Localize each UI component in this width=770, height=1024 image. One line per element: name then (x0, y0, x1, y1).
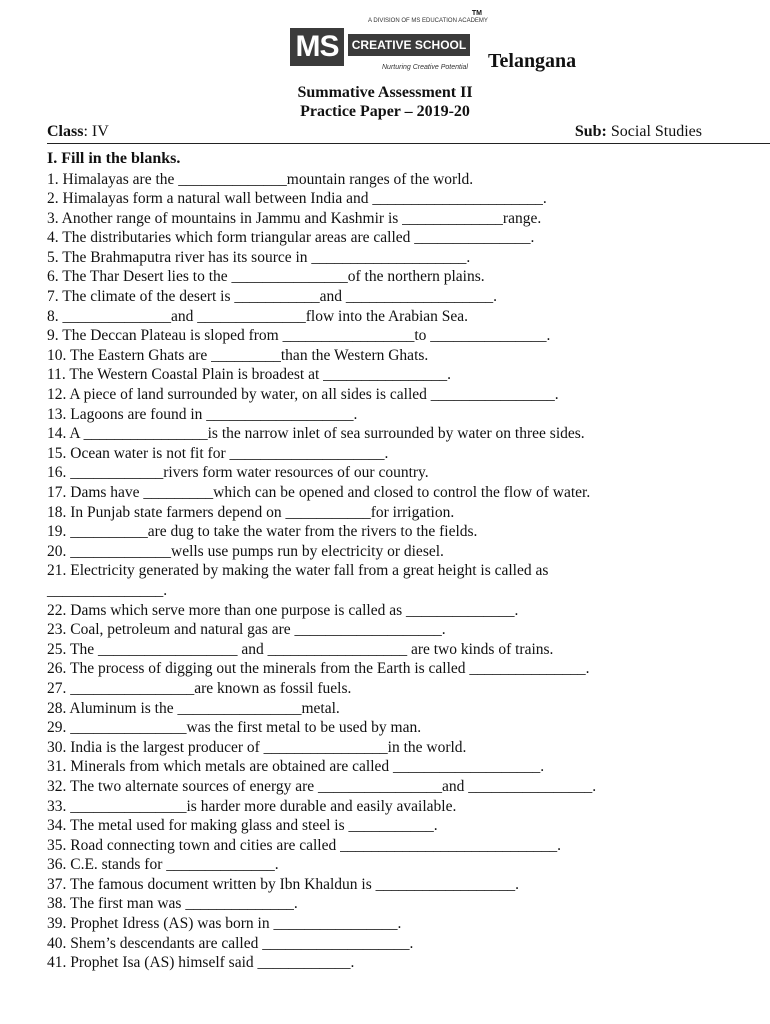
question-item: 32. The two alternate sources of energy are ________________and ________________. (47, 777, 597, 795)
question-item: 27. ________________are known as fossil fuels. (47, 679, 352, 697)
question-item: 38. The first man was ______________. (47, 895, 298, 913)
question-list (47, 170, 762, 973)
trademark-mark: TM (471, 10, 482, 17)
question-item: _______________. (47, 581, 168, 599)
question-item: 4. The distributaries which form triangular areas are called _______________. (47, 229, 535, 247)
question-item: 8. ______________and ______________flow into the Arabian Sea. (47, 307, 469, 325)
question-item: 37. The famous document written by Ibn Khaldun is __________________. (47, 875, 519, 893)
class-label: Class (47, 123, 84, 140)
question-item: 9. The Deccan Plateau is sloped from _________________to _______________. (47, 327, 551, 345)
question-item: 1. Himalayas are the ______________mountain ranges of the world. (47, 170, 474, 188)
question-item: 10. The Eastern Ghats are _________than the Western Ghats. (47, 346, 429, 364)
state-name: Telangana (488, 50, 577, 72)
question-item: 5. The Brahmaputra river has its source in ____________________. (47, 248, 471, 266)
question-item: 40. Shem’s descendants are called ___________________. (47, 934, 414, 952)
paper-subtitle: Practice Paper – 2019-20 (300, 103, 470, 120)
question-item: 7. The climate of the desert is ___________and ___________________. (47, 288, 498, 306)
question-item: 31. Minerals from which metals are obtained are called ___________________. (47, 758, 545, 776)
question-item: 16. ____________rivers form water resources of our country. (47, 464, 429, 482)
question-item: 3. Another range of mountains in Jammu and Kashmir is _____________range. (47, 209, 542, 227)
question-item: 6. The Thar Desert lies to the _______________of the northern plains. (47, 268, 485, 286)
question-item: 21. Electricity generated by making the water fall from a great height is called as (47, 562, 549, 580)
question-item: 28. Aluminum is the ________________metal. (47, 699, 340, 717)
question-item: 11. The Western Coastal Plain is broadest at ________________. (47, 366, 451, 384)
subject-value: Social Studies (606, 123, 702, 140)
question-item: 15. Ocean water is not fit for ____________________. (47, 444, 389, 462)
question-item: 23. Coal, petroleum and natural gas are ___________________. (47, 621, 446, 639)
header-divider (47, 143, 770, 144)
question-item: 14. A ________________is the narrow inlet of sea surrounded by water on three sides. (47, 425, 585, 443)
question-item: 13. Lagoons are found in ___________________. (47, 405, 358, 423)
logo-division-text: A DIVISION OF MS EDUCATION ACADEMY (368, 18, 488, 24)
question-item: 17. Dams have _________which can be opened and closed to control the flow of water. (47, 484, 591, 501)
question-item: 41. Prophet Isa (AS) himself said ____________. (47, 954, 355, 972)
school-logo (286, 10, 488, 78)
question-item: 20. _____________wells use pumps run by electricity or diesel. (47, 542, 444, 560)
class-info (47, 123, 109, 141)
question-item: 34. The metal used for making glass and steel is ___________. (47, 817, 438, 835)
question-item: 36. C.E. stands for ______________. (47, 856, 279, 874)
question-item: 39. Prophet Idress (AS) was born in ________________. (47, 915, 402, 933)
subject-info (575, 123, 702, 141)
section-title: I. Fill in the blanks. (47, 150, 181, 167)
question-item: 2. Himalayas form a natural wall between India and ______________________. (47, 190, 547, 208)
paper-title: Summative Assessment II (297, 84, 473, 101)
logo-ms-mark: MS (290, 28, 344, 66)
question-item: 29. _______________was the first metal to be used by man. (47, 719, 422, 737)
question-item: 35. Road connecting town and cities are called ____________________________. (47, 836, 561, 854)
logo-school-name: CREATIVE SCHOOL (348, 34, 470, 56)
question-item: 22. Dams which serve more than one purpose is called as ______________. (47, 601, 519, 619)
subject-label: Sub: (574, 123, 607, 140)
question-item: 30. India is the largest producer of ________________in the world. (47, 738, 467, 756)
logo-tagline: Nurturing Creative Potential (382, 64, 468, 71)
question-item: 26. The process of digging out the minerals from the Earth is called _______________. (47, 660, 590, 678)
class-value: : IV (83, 123, 109, 140)
question-item: 18. In Punjab state farmers depend on ___________for irrigation. (47, 503, 455, 521)
question-item: 25. The __________________ and __________________ are two kinds of trains. (47, 640, 554, 658)
question-item: 33. _______________is harder more durable and easily available. (47, 797, 457, 815)
question-item: 19. __________are dug to take the water from the rivers to the fields. (47, 523, 478, 541)
question-item: 12. A piece of land surrounded by water, on all sides is called ________________. (47, 386, 559, 404)
